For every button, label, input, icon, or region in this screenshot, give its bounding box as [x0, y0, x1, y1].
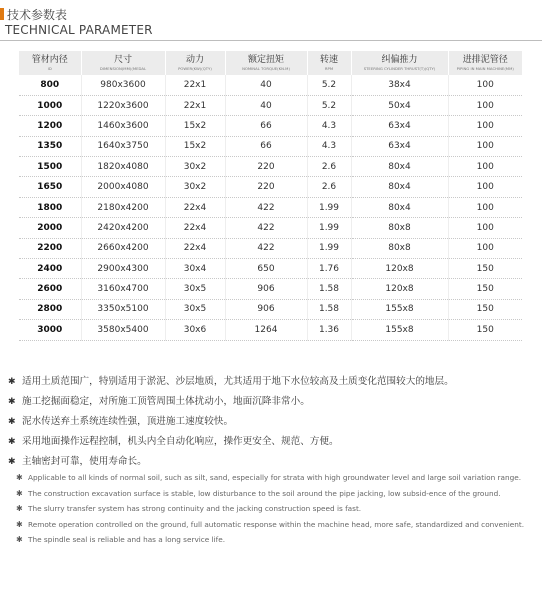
bullet-star-icon: ✱ [8, 437, 16, 447]
bullet-star-icon: ✱ [8, 397, 16, 407]
table-header-row [19, 51, 522, 75]
column-header [307, 51, 351, 75]
table-cell: 906 [225, 299, 307, 319]
table-cell: 63x4 [351, 136, 448, 156]
table-cell: 100 [448, 218, 522, 238]
feature-text-en: Remote operation controlled on the ground, full automatic response within the machine head, more safe, standardized and convenient. [28, 519, 525, 529]
table-cell: 5.2 [307, 95, 351, 115]
table-row [19, 320, 522, 340]
table-cell: 30x2 [165, 177, 225, 197]
table-cell: 2.6 [307, 157, 351, 177]
column-header [351, 51, 448, 75]
table-cell: 4.3 [307, 136, 351, 156]
bullet-star-icon: ✱ [16, 535, 23, 544]
parameter-table [19, 51, 522, 341]
table-cell: 80x4 [351, 197, 448, 217]
table-cell: 100 [448, 157, 522, 177]
pipe-id-cell: 2800 [19, 299, 81, 319]
table-cell: 1.99 [307, 238, 351, 258]
table-cell: 1820x4080 [81, 157, 165, 177]
section-title-en: TECHNICAL PARAMETER [5, 23, 153, 37]
table-row [19, 279, 522, 299]
column-header-en: NOMINAL TORQUE(KN.M) [242, 66, 290, 71]
table-cell: 40 [225, 95, 307, 115]
table-cell: 3160x4700 [81, 279, 165, 299]
column-header-en: RPM [324, 66, 334, 71]
table-cell: 1.99 [307, 218, 351, 238]
bullet-star-icon: ✱ [8, 417, 16, 427]
table-cell: 1220x3600 [81, 95, 165, 115]
table-row [19, 197, 522, 217]
table-cell: 100 [448, 116, 522, 136]
table-cell: 80x4 [351, 157, 448, 177]
table-cell: 80x4 [351, 177, 448, 197]
table-row [19, 218, 522, 238]
table-cell: 100 [448, 197, 522, 217]
table-cell: 2900x4300 [81, 259, 165, 279]
table-cell: 100 [448, 95, 522, 115]
table-cell: 1.58 [307, 279, 351, 299]
table-cell: 3580x5400 [81, 320, 165, 340]
column-header [165, 51, 225, 75]
column-header [448, 51, 522, 75]
feature-item-cn [8, 392, 534, 412]
table-cell: 66 [225, 136, 307, 156]
parameter-table-container [19, 51, 522, 341]
table-cell: 1.76 [307, 259, 351, 279]
column-header-cn: 管材内径 [31, 55, 68, 65]
table-cell: 22x1 [165, 75, 225, 95]
pipe-id-cell: 1500 [19, 157, 81, 177]
pipe-id-cell: 2600 [19, 279, 81, 299]
table-row [19, 238, 522, 258]
table-cell: 22x1 [165, 95, 225, 115]
table-cell: 1264 [225, 320, 307, 340]
bullet-star-icon: ✱ [8, 457, 16, 467]
column-header [81, 51, 165, 75]
column-header [225, 51, 307, 75]
feature-text-en: Applicable to all kinds of normal soil, such as silt, sand, especially for strata with high groundwater level and large soil variation range. [28, 473, 522, 482]
column-header-cn: 纠偏推力 [381, 55, 418, 65]
table-row [19, 116, 522, 136]
table-cell: 40 [225, 75, 307, 95]
table-cell: 100 [448, 238, 522, 258]
bullet-star-icon: ✱ [16, 488, 23, 498]
section-header [0, 0, 542, 42]
table-cell: 422 [225, 238, 307, 258]
feature-list-en [16, 470, 536, 548]
pipe-id-cell: 1000 [19, 95, 81, 115]
feature-text-en: The slurry transfer system has strong continuity and the jacking construction speed is fast. [28, 504, 362, 513]
table-cell: 63x4 [351, 116, 448, 136]
table-cell: 980x3600 [81, 75, 165, 95]
table-cell: 150 [448, 299, 522, 319]
table-cell: 15x2 [165, 136, 225, 156]
column-header [19, 51, 81, 75]
table-cell: 2420x4200 [81, 218, 165, 238]
table-cell: 120x8 [351, 259, 448, 279]
table-row [19, 75, 522, 95]
column-header-en: STEERING CYLINDER THRUST(T)(QTY) [363, 66, 436, 71]
bullet-star-icon: ✱ [8, 377, 16, 387]
column-header-cn: 动力 [185, 55, 204, 65]
table-cell: 2000x4080 [81, 177, 165, 197]
table-cell: 80x8 [351, 238, 448, 258]
table-cell: 150 [448, 279, 522, 299]
pipe-id-cell: 1200 [19, 116, 81, 136]
table-cell: 422 [225, 197, 307, 217]
table-cell: 1460x3600 [81, 116, 165, 136]
feature-text-en: The spindle seal is reliable and has a long service life. [28, 535, 226, 544]
table-cell: 50x4 [351, 95, 448, 115]
table-cell: 30x5 [165, 299, 225, 319]
table-cell: 100 [448, 75, 522, 95]
bullet-star-icon: ✱ [16, 473, 23, 482]
feature-text-cn: 适用土质范围广，特别适用于淤泥、沙层地质，尤其适用于地下水位较高及土质变化范围较大的地层。 [22, 376, 454, 387]
table-row [19, 177, 522, 197]
table-row [19, 259, 522, 279]
accent-bar [0, 8, 4, 20]
feature-text-cn: 采用地面操作远程控制，机头内全自动化响应，操作更安全、规范、方便。 [22, 436, 339, 447]
feature-item-en [16, 532, 536, 548]
table-cell: 2180x4200 [81, 197, 165, 217]
table-cell: 38x4 [351, 75, 448, 95]
table-cell: 100 [448, 177, 522, 197]
table-cell: 2660x4200 [81, 238, 165, 258]
pipe-id-cell: 2200 [19, 238, 81, 258]
table-cell: 66 [225, 116, 307, 136]
section-title-cn: 技术参数表 [7, 8, 68, 22]
header-divider [0, 40, 542, 41]
table-row [19, 157, 522, 177]
table-cell: 30x2 [165, 157, 225, 177]
feature-item-en [16, 486, 536, 502]
column-header-en: DIMENSION(MM)(MEDAL [99, 66, 147, 71]
column-header-en: POWER(KW)(QTY) [178, 66, 212, 71]
column-header-cn: 尺寸 [113, 55, 132, 65]
table-cell: 22x4 [165, 197, 225, 217]
table-cell: 1640x3750 [81, 136, 165, 156]
table-cell: 155x8 [351, 299, 448, 319]
feature-item-cn [8, 432, 534, 452]
table-cell: 30x4 [165, 259, 225, 279]
table-cell: 80x8 [351, 218, 448, 238]
table-cell: 906 [225, 279, 307, 299]
table-cell: 22x4 [165, 238, 225, 258]
feature-item-cn [8, 452, 534, 472]
pipe-id-cell: 1350 [19, 136, 81, 156]
pipe-id-cell: 1650 [19, 177, 81, 197]
column-header-cn: 转速 [319, 55, 338, 65]
feature-item-en [16, 517, 536, 533]
feature-item-en [16, 501, 536, 517]
table-cell: 30x5 [165, 279, 225, 299]
table-body [19, 75, 522, 340]
feature-text-en: The construction excavation surface is stable, low disturbance to the soil around the pipe jacking, low subsid-ence of the ground. [28, 488, 501, 498]
table-cell: 155x8 [351, 320, 448, 340]
table-cell: 30x6 [165, 320, 225, 340]
feature-list-cn [8, 372, 534, 472]
column-header-cn: 进排泥管径 [462, 55, 508, 65]
pipe-id-cell: 2000 [19, 218, 81, 238]
feature-item-cn [8, 412, 534, 432]
column-header-en: ID [47, 66, 52, 71]
table-cell: 1.58 [307, 299, 351, 319]
feature-item-cn [8, 372, 534, 392]
table-cell: 1.36 [307, 320, 351, 340]
column-header-cn: 额定扭矩 [247, 55, 284, 65]
table-cell: 150 [448, 320, 522, 340]
table-cell: 1.99 [307, 197, 351, 217]
table-cell: 5.2 [307, 75, 351, 95]
table-row [19, 299, 522, 319]
table-cell: 22x4 [165, 218, 225, 238]
pipe-id-cell: 1800 [19, 197, 81, 217]
table-cell: 15x2 [165, 116, 225, 136]
table-cell: 120x8 [351, 279, 448, 299]
feature-text-cn: 施工挖掘面稳定，对所施工顶管周围土体扰动小，地面沉降非常小。 [22, 396, 310, 407]
table-cell: 3350x5100 [81, 299, 165, 319]
pipe-id-cell: 3000 [19, 320, 81, 340]
table-cell: 2.6 [307, 177, 351, 197]
table-cell: 150 [448, 259, 522, 279]
feature-item-en [16, 470, 536, 486]
feature-text-cn: 主轴密封可靠，使用寿命长。 [22, 456, 147, 467]
table-cell: 422 [225, 218, 307, 238]
bullet-star-icon: ✱ [16, 504, 23, 513]
table-cell: 220 [225, 177, 307, 197]
table-cell: 4.3 [307, 116, 351, 136]
table-row [19, 136, 522, 156]
feature-text-cn: 泥水传送弃土系统连续性强，顶进施工速度较快。 [22, 416, 234, 427]
pipe-id-cell: 2400 [19, 259, 81, 279]
bullet-star-icon: ✱ [16, 519, 23, 529]
table-cell: 100 [448, 136, 522, 156]
pipe-id-cell: 800 [19, 75, 81, 95]
table-cell: 650 [225, 259, 307, 279]
table-cell: 220 [225, 157, 307, 177]
table-row [19, 95, 522, 115]
column-header-en: PIPING IN MAIN MACHINE(MM) [456, 66, 514, 71]
